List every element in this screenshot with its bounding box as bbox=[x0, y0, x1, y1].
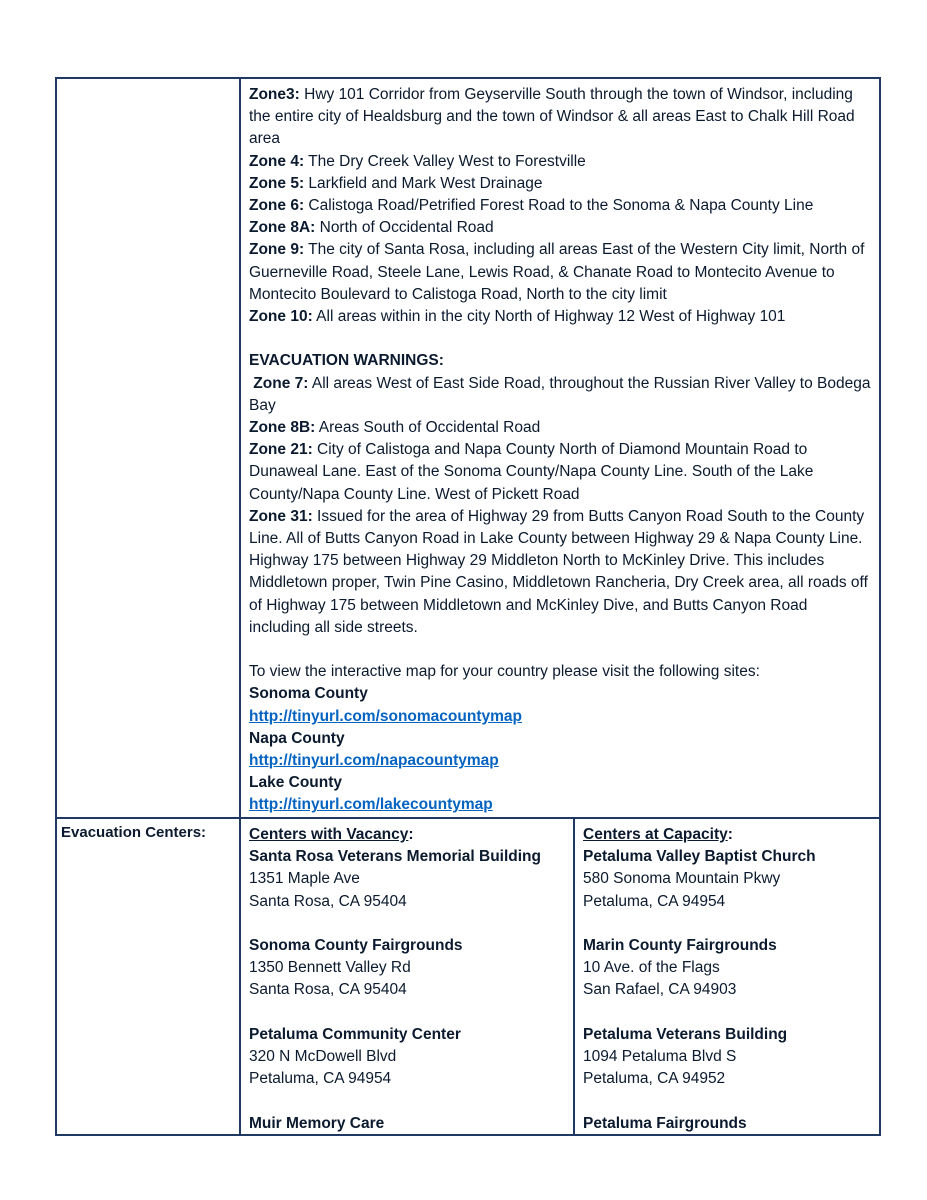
center-city: Petaluma, CA 94952 bbox=[583, 1070, 726, 1088]
lake-map-link[interactable]: http://tinyurl.com/lakecountymap bbox=[249, 796, 493, 814]
evacuation-table bbox=[55, 77, 881, 1136]
center-street: 320 N McDowell Blvd bbox=[249, 1048, 397, 1065]
zones-row bbox=[57, 79, 879, 819]
zone-description: All areas within in the city North of Highway 12 West of Highway 101 bbox=[312, 308, 786, 326]
interactive-maps bbox=[249, 661, 871, 816]
center-city: Petaluma, CA 94954 bbox=[583, 892, 726, 910]
evacuation-orders-list bbox=[249, 84, 871, 328]
zone-label: Zone 6: bbox=[249, 197, 305, 215]
zone-4-entry bbox=[249, 151, 871, 173]
center-street: 1094 Petaluma Blvd S bbox=[583, 1048, 737, 1065]
zone-5-entry bbox=[249, 173, 871, 195]
evacuation-centers-label: Evacuation Centers: bbox=[61, 824, 207, 841]
warnings-heading: EVACUATION WARNINGS: bbox=[249, 352, 444, 370]
zone-description: Areas South of Occidental Road bbox=[315, 419, 541, 437]
zone-label: Zone 5: bbox=[249, 174, 305, 192]
zone-description: All areas West of East Side Road, throughout the Russian River Valley to Bodega Bay bbox=[249, 374, 871, 414]
centers-row bbox=[57, 819, 879, 1134]
center-street: 10 Ave. of the Flags bbox=[583, 959, 720, 977]
zone-8a-entry bbox=[249, 217, 871, 239]
zone-21-entry bbox=[249, 439, 871, 506]
center-name: Petaluma Valley Baptist Church bbox=[583, 848, 816, 866]
county-name-napa: Napa County bbox=[249, 729, 345, 747]
zone-9-entry bbox=[249, 239, 871, 306]
capacity-heading: Centers at Capacity: bbox=[583, 826, 733, 843]
center-entry bbox=[583, 935, 871, 1002]
zone-label: Zone 31: bbox=[249, 507, 313, 525]
zone-label: Zone 8B: bbox=[249, 419, 316, 437]
center-street: 1350 Bennett Valley Rd bbox=[249, 959, 411, 977]
center-name: Muir Memory Care bbox=[249, 1114, 385, 1132]
maps-intro: To view the interactive map for your country please visit the following sites: bbox=[249, 663, 760, 681]
center-entry bbox=[249, 1113, 565, 1135]
zone-label: Zone 10: bbox=[249, 308, 313, 326]
zone-label: Zone 21: bbox=[249, 441, 313, 459]
napa-map-link[interactable]: http://tinyurl.com/napacountymap bbox=[249, 752, 499, 770]
zone-label: Zone 9: bbox=[249, 241, 305, 259]
center-entry bbox=[249, 1024, 565, 1091]
center-city: Santa Rosa, CA 95404 bbox=[249, 981, 407, 999]
zone-description: Issued for the area of Highway 29 from Butts Canyon Road South to the County Line. All of Butts Canyon Road in Lake County between Highway 29 & Napa County Line. Highway 175 between Highway 29 Middleton North to McKinley Drive. This includes Middletown proper, Twin Pine Casino, Middletown Rancheria, Dry Creek area, all roads off of Highway 175 between Middletown and McKinley Dive, and Butts Canyon Road including all side streets. bbox=[249, 507, 868, 636]
zone-description: North of Occidental Road bbox=[315, 219, 494, 237]
zones-label-cell bbox=[57, 79, 241, 817]
vacancy-heading: Centers with Vacancy: bbox=[249, 826, 414, 843]
zone-description: Calistoga Road/Petrified Forest Road to the Sonoma & Napa County Line bbox=[304, 197, 814, 215]
zone-label: Zone 4: bbox=[249, 152, 305, 170]
zone-8b-entry bbox=[249, 417, 871, 439]
zone-description: Larkfield and Mark West Drainage bbox=[304, 174, 543, 192]
zone-10-entry bbox=[249, 306, 871, 328]
zone-description: Hwy 101 Corridor from Geyserville South through the town of Windsor, including the entire city of Healdsburg and the town of Windsor & all areas East to Chalk Hill Road area bbox=[249, 86, 855, 148]
zone-6-entry bbox=[249, 195, 871, 217]
center-name: Marin County Fairgrounds bbox=[583, 937, 777, 954]
center-entry bbox=[583, 846, 871, 913]
zone-7-entry bbox=[249, 373, 871, 417]
center-name: Petaluma Veterans Building bbox=[583, 1025, 788, 1043]
evacuation-warnings-list bbox=[249, 350, 871, 639]
zone-label: Zone 8A: bbox=[249, 219, 316, 237]
center-entry bbox=[583, 1024, 871, 1091]
center-entry bbox=[583, 1113, 871, 1135]
zones-content-cell bbox=[241, 79, 879, 817]
zone-label: Zone 7: bbox=[249, 374, 309, 392]
center-street: 1351 Maple Ave bbox=[249, 870, 360, 888]
center-city: San Rafael, CA 94903 bbox=[583, 981, 737, 999]
vacancy-column bbox=[241, 819, 575, 1134]
sonoma-map-link[interactable]: http://tinyurl.com/sonomacountymap bbox=[249, 707, 522, 725]
zone-31-entry bbox=[249, 506, 871, 639]
center-entry bbox=[249, 846, 565, 913]
zone-label: Zone3: bbox=[249, 86, 300, 103]
capacity-column bbox=[575, 819, 879, 1134]
zone-description: The Dry Creek Valley West to Forestville bbox=[304, 152, 586, 170]
center-city: Santa Rosa, CA 95404 bbox=[249, 892, 407, 910]
county-name-lake: Lake County bbox=[249, 774, 343, 792]
centers-label-cell bbox=[57, 819, 241, 1134]
zone-description: City of Calistoga and Napa County North of Diamond Mountain Road to Dunaweal Lane. East of the Sonoma County/Napa County Line. South of the Lake County/Napa County Line. West of Pickett Road bbox=[249, 441, 814, 503]
center-name: Petaluma Fairgrounds bbox=[583, 1114, 747, 1132]
zone-description: The city of Santa Rosa, including all areas East of the Western City limit, North of Guerneville Road, Steele Lane, Lewis Road, & Chanate Road to Montecito Avenue to Montecito Boulevard to Calistoga Road, North to the city limit bbox=[249, 241, 865, 303]
center-city: Petaluma, CA 94954 bbox=[249, 1070, 392, 1088]
zone-3-entry bbox=[249, 84, 871, 151]
county-name-sonoma: Sonoma County bbox=[249, 685, 368, 703]
center-name: Petaluma Community Center bbox=[249, 1025, 461, 1043]
center-street: 580 Sonoma Mountain Pkwy bbox=[583, 870, 781, 888]
center-entry bbox=[249, 935, 565, 1002]
center-name: Santa Rosa Veterans Memorial Building bbox=[249, 848, 541, 866]
center-name: Sonoma County Fairgrounds bbox=[249, 937, 463, 954]
